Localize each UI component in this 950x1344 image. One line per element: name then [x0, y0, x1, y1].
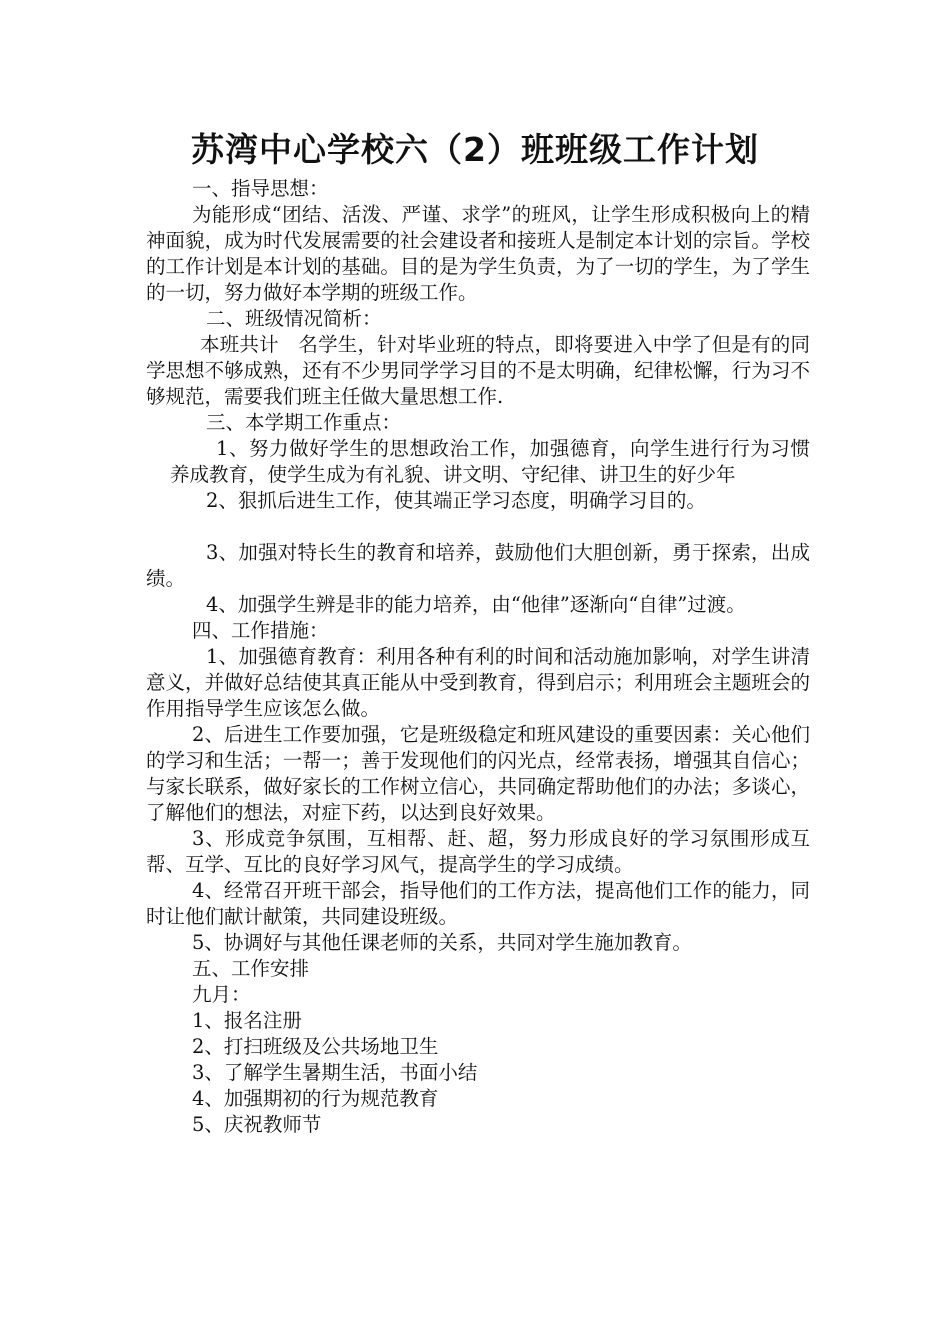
paragraph: 本班共计 名学生，针对毕业班的特点，即将要进入中学了但是有的同学思想不够成熟，还有不少男同学学习目的不是太明确，纪律松懈，行为习不够规范，需要我们班主任做大量思想工作. [146, 333, 810, 408]
list-item: 4、加强学生辨是非的能力培养，由“他律”逐渐向“自律”过渡。 [206, 593, 746, 616]
section-heading: 三、本学期工作重点： [206, 411, 402, 434]
section-heading: 五、工作安排 [192, 957, 310, 980]
month-label: 九月： [192, 983, 251, 1006]
paragraph: 为能形成“团结、活泼、严谨、求学”的班风，让学生形成积极向上的精神面貌，成为时代发展需要的社会建设者和接班人是制定本计划的宗旨。学校的工作计划是本计划的基础。目的是为学生负责，为了一切的学生，为了学生的一切，努力做好本学期的班级工作。 [146, 203, 810, 304]
schedule-item: 1、报名注册 [192, 1009, 302, 1032]
section-heading: 四、工作措施： [192, 619, 329, 642]
section-heading: 一、指导思想： [192, 177, 329, 200]
list-item: 2、狠抓后进生工作，使其端正学习态度，明确学习目的。 [206, 489, 706, 512]
list-item: 4、经常召开班干部会，指导他们的工作方法，提高他们工作的能力，同时让他们献计献策，共同建设班级。 [146, 879, 810, 928]
schedule-item: 3、了解学生暑期生活，书面小结 [192, 1061, 478, 1084]
list-item: 3、加强对特长生的教育和培养，鼓励他们大胆创新，勇于探索，出成绩。 [146, 541, 810, 590]
list-item: 2、后进生工作要加强，它是班级稳定和班风建设的重要因素：关心他们的学习和生活；一帮一；善于发现他们的闪光点，经常表扬，增强其自信心；与家长联系，做好家长的工作树立信心，共同确定帮助他们的办法；多谈心，了解他们的想法，对症下药，以达到良好效果。 [146, 723, 810, 824]
spacer [146, 514, 810, 540]
document-body [146, 176, 810, 1138]
list-item: 5、协调好与其他任课老师的关系，共同对学生施加教育。 [192, 931, 692, 954]
list-item: 1、努力做好学生的思想政治工作，加强德育，向学生进行行为习惯养成教育，使学生成为有礼貌、讲文明、守纪律、讲卫生的好少年 [170, 437, 810, 486]
schedule-item: 5、庆祝教师节 [192, 1113, 322, 1136]
list-item: 1、加强德育教育：利用各种有利的时间和活动施加影响，对学生讲清意义，并做好总结使其真正能从中受到教育，得到启示；利用班会主题班会的作用指导学生应该怎么做。 [146, 645, 810, 720]
schedule-item: 4、加强期初的行为规范教育 [192, 1087, 439, 1110]
schedule-item: 2、打扫班级及公共场地卫生 [192, 1035, 439, 1058]
document-title: 苏湾中心学校六（2）班班级工作计划 [191, 130, 759, 169]
section-heading: 二、班级情况简析： [206, 307, 382, 330]
list-item: 3、形成竞争氛围，互相帮、赶、超，努力形成良好的学习氛围形成互帮、互学、互比的良好学习风气，提高学生的学习成绩。 [146, 827, 810, 876]
